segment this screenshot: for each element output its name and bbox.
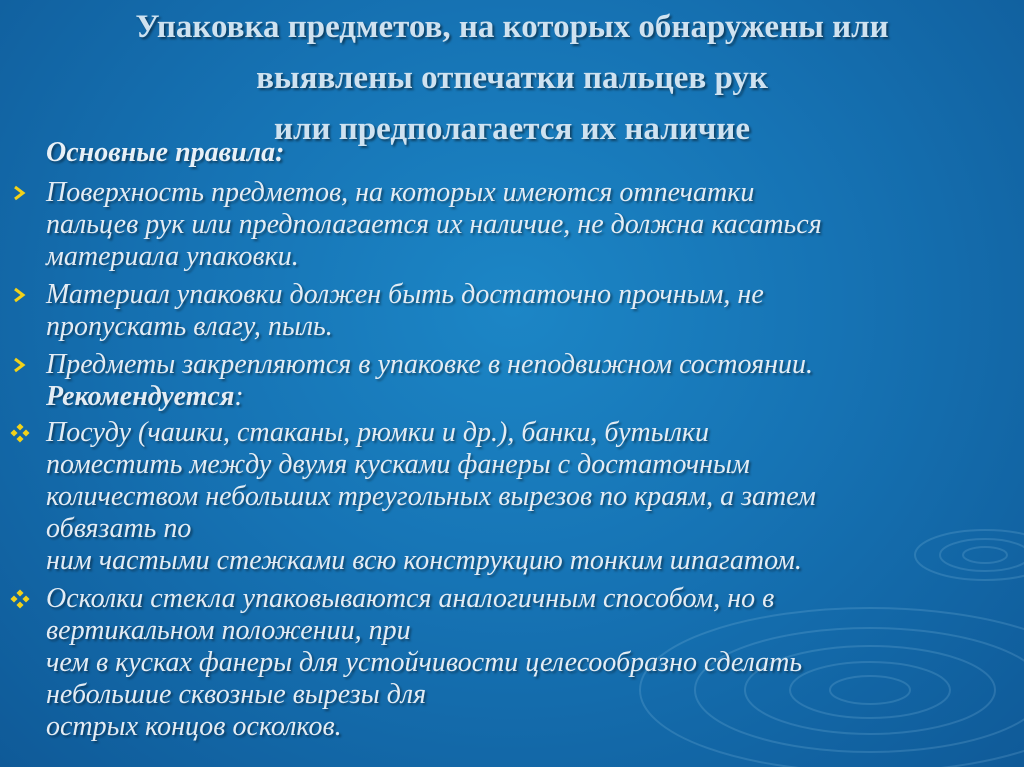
- item-text-line: материала упаковки.: [46, 241, 299, 272]
- diamond-bullet-icon: [10, 423, 30, 443]
- item-text-line: Посуду (чашки, стаканы, рюмки и др.), банки, бутылки: [46, 417, 710, 448]
- list-item: [0, 279, 1024, 343]
- recommendation-label: Рекомендуется: [46, 381, 235, 412]
- item-text-line: обвязать по: [46, 513, 192, 544]
- arrow-bullet-icon: [10, 355, 30, 375]
- item-text-line: поместить между двумя кусками фанеры с достаточным: [46, 449, 750, 480]
- title-line: или предполагается их наличие: [273, 111, 751, 147]
- item-text-line: Осколки стекла упаковываются аналогичным способом, но в: [46, 583, 775, 614]
- item-text-line: чем в кусках фанеры для устойчивости целесообразно сделать: [46, 647, 803, 678]
- bullet-list: [0, 177, 1024, 743]
- item-text-line: пропускать влагу, пыль.: [46, 311, 333, 342]
- item-text-line: количеством небольших треугольных вырезов по краям, а затем: [46, 481, 816, 512]
- list-item: [0, 349, 1024, 413]
- item-text-line: Поверхность предметов, на которых имеются отпечатки: [46, 177, 755, 208]
- title-line: выявлены отпечатки пальцев рук: [256, 60, 768, 96]
- item-text-line: острых концов осколков.: [46, 711, 342, 742]
- recommendation-line: [46, 381, 1010, 413]
- item-text-line: Материал упаковки должен быть достаточно прочным, не: [46, 279, 764, 310]
- recommendation-colon: :: [234, 381, 244, 412]
- item-text-line: небольшие сквозные вырезы для: [46, 679, 427, 710]
- item-text-line: пальцев рук или предполагается их наличие, не должна касаться: [46, 209, 822, 240]
- list-item: [0, 583, 1024, 743]
- item-text-line: вертикальном положении, при: [46, 615, 411, 646]
- list-item: [0, 417, 1024, 577]
- item-text-line: ним частыми стежками всю конструкцию тонким шпагатом.: [46, 545, 802, 576]
- list-item: [0, 177, 1024, 273]
- item-text-line: Предметы закрепляются в упаковке в неподвижном состоянии.: [46, 349, 813, 380]
- arrow-bullet-icon: [10, 285, 30, 305]
- diamond-bullet-icon: [10, 589, 30, 609]
- section-heading: Основные правила:: [46, 137, 285, 168]
- slide-title: [20, 2, 1004, 155]
- title-line: Упаковка предметов, на которых обнаружены или: [135, 9, 889, 45]
- arrow-bullet-icon: [10, 183, 30, 203]
